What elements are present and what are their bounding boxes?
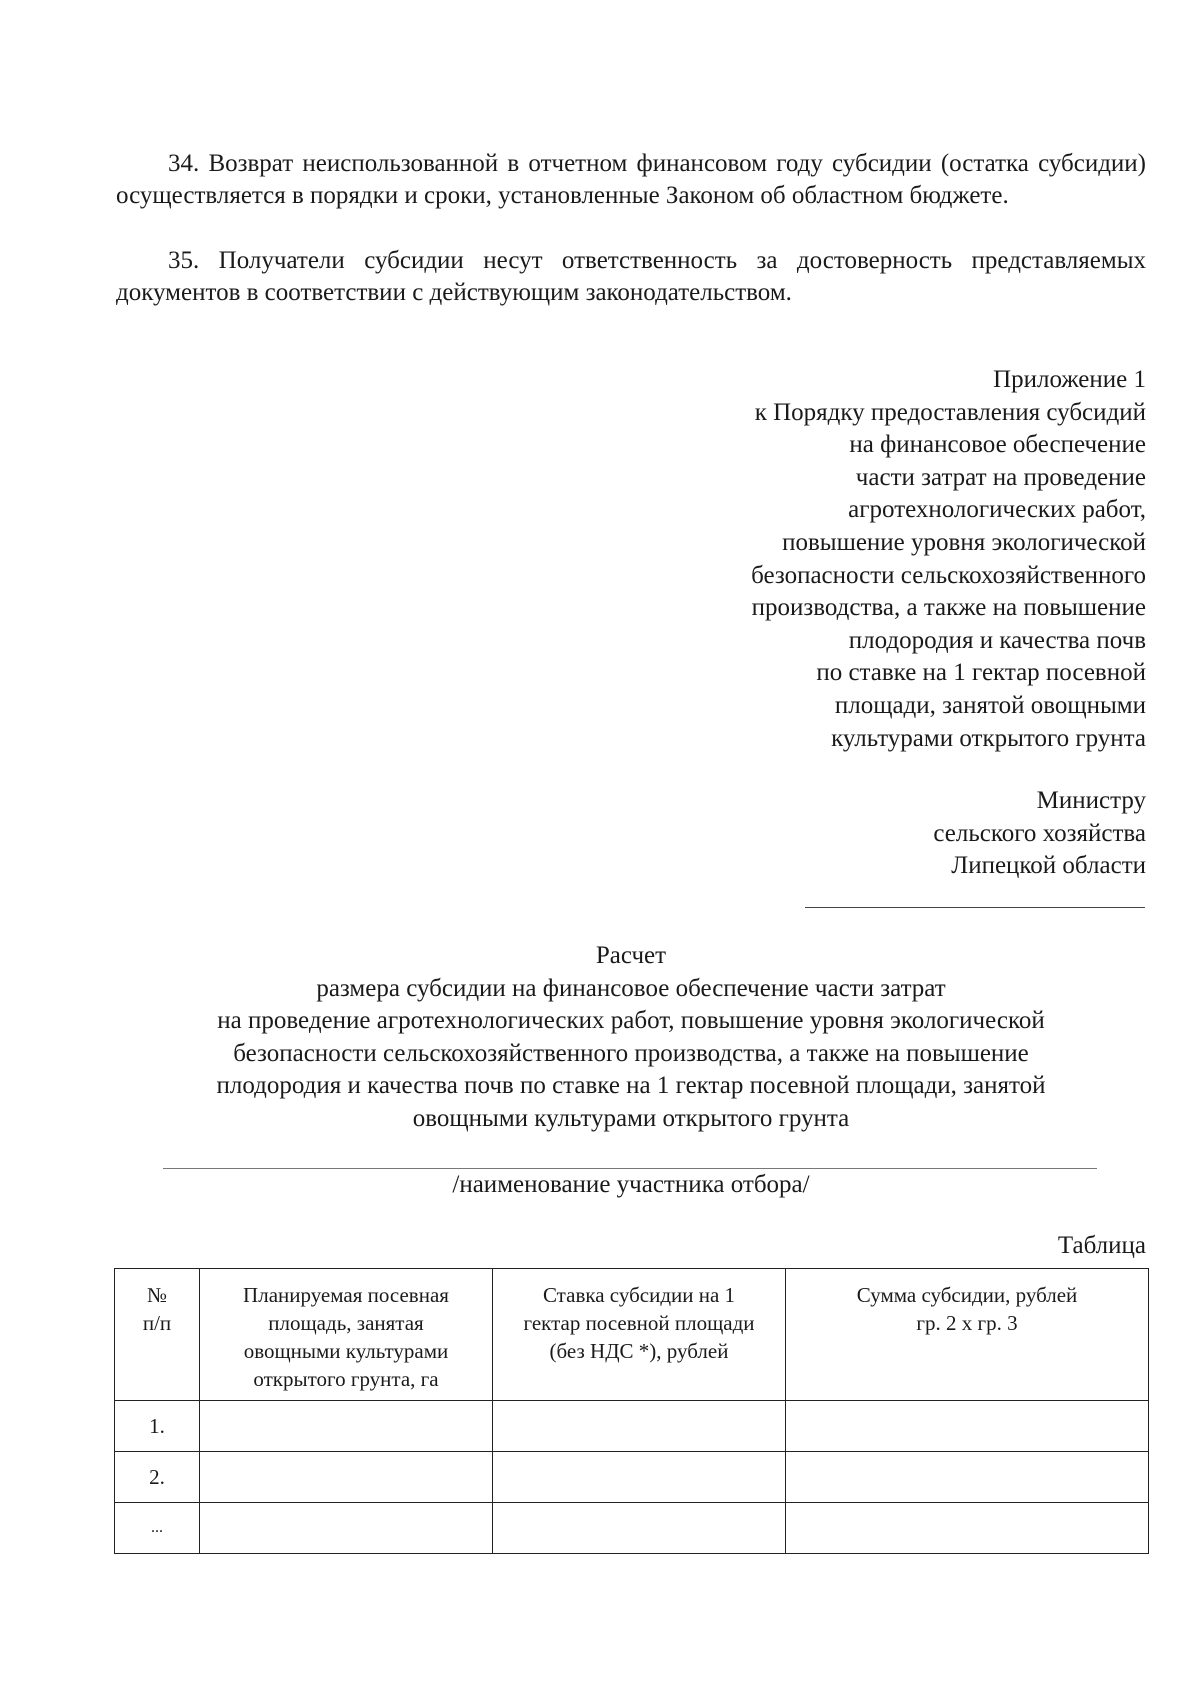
table-cell[interactable]: [786, 1452, 1149, 1503]
table-cell-number: 2.: [115, 1452, 200, 1503]
table-cell[interactable]: [493, 1401, 786, 1452]
table-cell[interactable]: [493, 1503, 786, 1554]
header-number: № п/п: [115, 1269, 200, 1401]
appendix-line: плодородия и качества почв: [848, 626, 1146, 654]
table-cell[interactable]: [200, 1401, 493, 1452]
table-caption: Таблица: [1057, 1232, 1146, 1259]
table-cell[interactable]: [493, 1452, 786, 1503]
calculation-title: [116, 940, 1146, 1136]
title-heading: Расчет: [595, 942, 667, 969]
appendix-heading: [586, 364, 1146, 755]
appendix-line: Приложение 1: [993, 366, 1146, 393]
title-line: безопасности сельскохозяйственного производства, а также на повышение: [233, 1039, 1029, 1067]
appendix-line: агротехнологических работ,: [848, 496, 1146, 524]
addressee-block: [646, 785, 1146, 883]
appendix-line: культурами открытого грунта: [831, 724, 1146, 752]
table-cell-number: ...: [115, 1503, 200, 1554]
paragraph-35: 35. Получатели субсидии несут ответственность за достоверность представляемых документов в соответствии с действующим законодательством.: [116, 247, 1146, 306]
table-cell[interactable]: [200, 1452, 493, 1503]
title-line: овощными культурами открытого грунта: [412, 1104, 850, 1132]
subsidy-table: [114, 1268, 1149, 1554]
table-cell[interactable]: [786, 1503, 1149, 1554]
table-cell-number: 1.: [115, 1401, 200, 1452]
appendix-line: производства, а также на повышение: [751, 594, 1146, 622]
table-row: [115, 1452, 1149, 1503]
appendix-line: к Порядку предоставления субсидий: [754, 398, 1146, 426]
appendix-line: на финансовое обеспечение: [849, 431, 1146, 459]
title-line: плодородия и качества почв по ставке на 1 гектар посевной площади, занятой: [216, 1072, 1046, 1100]
table-row: [115, 1401, 1149, 1452]
header-subsidy-rate: Ставка субсидии на 1 гектар посевной площади (без НДС *), рублей: [493, 1269, 786, 1401]
paragraph-34: 34. Возврат неиспользованной в отчетном финансовом году субсидии (остатка субсидии) осуществляется в порядки и сроки, установленные Законом об областном бюджете.: [116, 150, 1146, 209]
table-cell[interactable]: [786, 1401, 1149, 1452]
table-cell[interactable]: [200, 1503, 493, 1554]
header-subsidy-sum: Сумма субсидии, рублей гр. 2 х гр. 3: [786, 1269, 1149, 1401]
header-planned-area: Планируемая посевная площадь, занятая овощными культурами открытого грунта, га: [200, 1269, 493, 1401]
addressee-line: Министру: [1036, 787, 1146, 814]
title-line: размера субсидии на финансовое обеспечение части затрат: [316, 974, 946, 1002]
table-header-row: [115, 1269, 1149, 1401]
addressee-signature-line: [805, 907, 1145, 908]
title-line: на проведение агротехнологических работ, повышение уровня экологической: [217, 1007, 1045, 1035]
appendix-line: безопасности сельскохозяйственного: [751, 561, 1146, 589]
participant-caption: /наименование участника отбора/: [452, 1171, 810, 1198]
addressee-line: сельского хозяйства: [933, 819, 1146, 847]
appendix-line: по ставке на 1 гектар посевной: [816, 659, 1146, 687]
appendix-line: площади, занятой овощными: [834, 691, 1146, 719]
appendix-line: повышение уровня экологической: [782, 528, 1146, 556]
table-row: [115, 1503, 1149, 1554]
addressee-line: Липецкой области: [951, 852, 1146, 879]
appendix-line: части затрат на проведение: [855, 463, 1146, 491]
